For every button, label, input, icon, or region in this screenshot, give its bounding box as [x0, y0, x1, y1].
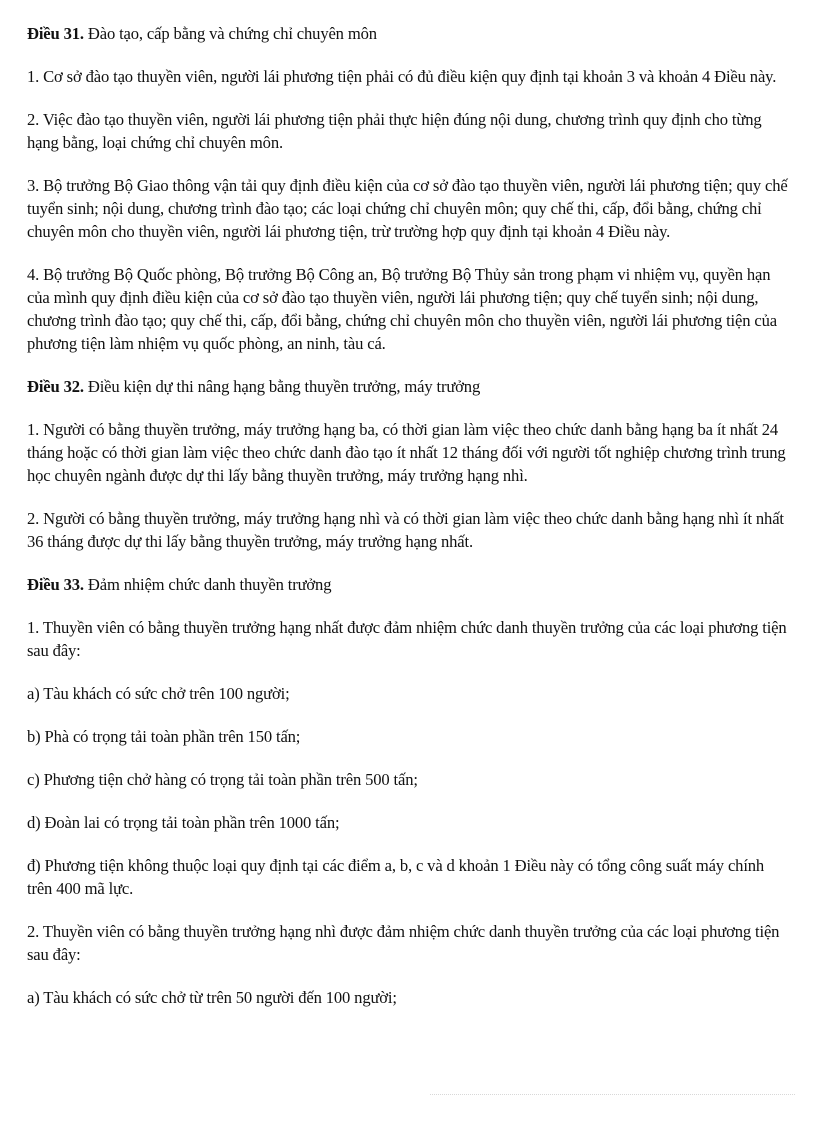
- article-33-point-dd: đ) Phương tiện không thuộc loại quy định tại các điểm a, b, c và d khoản 1 Điều này có tổng công suất máy chính trên 400 mã lực.: [27, 856, 765, 898]
- article-33-heading: [27, 573, 789, 596]
- article-32-number: Điều 32.: [27, 377, 84, 396]
- article-32-heading: [27, 375, 789, 398]
- article-31-heading: [27, 22, 789, 45]
- article-32-title: Điều kiện dự thi nâng hạng bằng thuyền trưởng, máy trưởng: [83, 377, 481, 396]
- article-33-point-b: b) Phà có trọng tải toàn phần trên 150 tấn;: [27, 727, 301, 746]
- page-bottom-divider: [430, 1094, 795, 1095]
- article-33-clause-2: 2. Thuyền viên có bằng thuyền trưởng hạng nhì được đảm nhiệm chức danh thuyền trưởng của các loại phương tiện sau đây:: [27, 922, 780, 964]
- article-33-title: Đảm nhiệm chức danh thuyền trưởng: [83, 575, 332, 594]
- article-31-title: Đào tạo, cấp bằng và chứng chỉ chuyên môn: [83, 24, 377, 43]
- article-32-clause-2: 2. Người có bằng thuyền trưởng, máy trưởng hạng nhì và có thời gian làm việc theo chức danh bằng hạng nhì ít nhất 36 tháng được dự thi lấy bằng thuyền trưởng, máy trưởng hạng nhất.: [27, 509, 784, 551]
- article-31-clause-3: 3. Bộ trưởng Bộ Giao thông vận tải quy định điều kiện của cơ sở đào tạo thuyền viên, người lái phương tiện; quy chế tuyển sinh; nội dung, chương trình đào tạo; các loại chứng chỉ chuyên môn; quy chế thi, cấp, đổi bằng, chứng chỉ chuyên môn cho thuyền viên, người lái phương tiện, trừ trường hợp quy định tại khoản 4 Điều này.: [27, 176, 788, 241]
- article-31-clause-2: 2. Việc đào tạo thuyền viên, người lái phương tiện phải thực hiện đúng nội dung, chương trình quy định cho từng hạng bằng, loại chứng chỉ chuyên môn.: [27, 110, 762, 152]
- article-33-point-d: d) Đoàn lai có trọng tải toàn phần trên 1000 tấn;: [27, 813, 340, 832]
- article-33-clause-1: 1. Thuyền viên có bằng thuyền trưởng hạng nhất được đảm nhiệm chức danh thuyền trưởng của các loại phương tiện sau đây:: [27, 618, 787, 660]
- article-31-clause-4: 4. Bộ trưởng Bộ Quốc phòng, Bộ trưởng Bộ Công an, Bộ trưởng Bộ Thủy sản trong phạm vi nhiệm vụ, quyền hạn của mình quy định điều kiện của cơ sở đào tạo thuyền viên, người lái phương tiện; quy chế tuyển sinh; nội dung, chương trình đào tạo; quy chế thi, cấp, đổi bằng, chứng chỉ chuyên môn cho thuyền viên, người lái phương tiện của phương tiện làm nhiệm vụ quốc phòng, an ninh, tàu cá.: [27, 265, 777, 353]
- article-33-point-a: a) Tàu khách có sức chở trên 100 người;: [27, 684, 290, 703]
- article-33-point-c: c) Phương tiện chở hàng có trọng tải toàn phần trên 500 tấn;: [27, 770, 418, 789]
- article-33-number: Điều 33.: [27, 575, 84, 594]
- document-page: [27, 22, 789, 1029]
- article-32-clause-1: 1. Người có bằng thuyền trưởng, máy trưởng hạng ba, có thời gian làm việc theo chức danh bằng hạng ba ít nhất 24 tháng hoặc có thời gian làm việc theo chức danh đào tạo ít nhất 12 tháng đối với người tốt nghiệp chương trình trung học chuyên ngành được dự thi lấy bằng thuyền trưởng, máy trưởng hạng nhì.: [27, 420, 786, 485]
- article-31-number: Điều 31.: [27, 24, 84, 43]
- article-33-clause-2-point-a: a) Tàu khách có sức chở từ trên 50 người đến 100 người;: [27, 988, 397, 1007]
- article-31-clause-1: 1. Cơ sở đào tạo thuyền viên, người lái phương tiện phải có đủ điều kiện quy định tại khoản 3 và khoản 4 Điều này.: [27, 67, 777, 86]
